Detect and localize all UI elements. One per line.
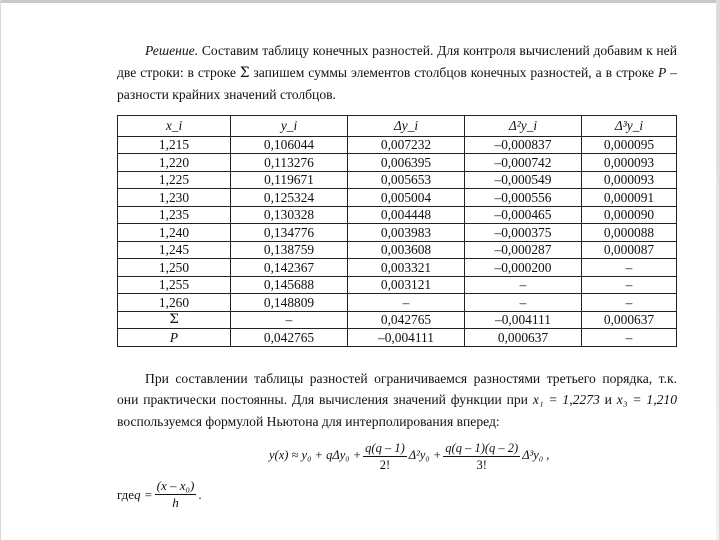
- table-cell: 0,148809: [231, 294, 348, 312]
- table-cell: –0,004111: [348, 329, 465, 347]
- finite-differences-table: [117, 115, 677, 347]
- table-row: [118, 206, 677, 224]
- table-cell: –: [582, 259, 677, 277]
- table-cell: 0,003121: [348, 276, 465, 294]
- table-cell: –0,000200: [465, 259, 582, 277]
- table-cell: 1,260: [118, 294, 231, 312]
- p-symbol: P: [657, 64, 667, 80]
- table-cell: 0,007232: [348, 136, 465, 154]
- frac2-denominator: 3!: [476, 457, 487, 472]
- q-fraction: [155, 478, 197, 511]
- table-cell: –0,000465: [465, 206, 582, 224]
- table-cell: 1,230: [118, 189, 231, 207]
- after-text-2: воспользуемся формулой Ньютона для интерполирования вперед:: [117, 413, 500, 429]
- newton-formula: [269, 436, 677, 476]
- table-row: [118, 276, 677, 294]
- after-and: и: [599, 392, 617, 407]
- table-cell: 1,255: [118, 276, 231, 294]
- frac1-denominator: 2!: [379, 457, 391, 472]
- where-label: где: [117, 486, 135, 502]
- table-row: [118, 136, 677, 154]
- table-cell: –: [582, 329, 677, 347]
- formula-term-3: Δ³y₀ ,: [522, 448, 550, 463]
- table-cell: 0,042765: [231, 329, 348, 347]
- table-cell: 1,215: [118, 136, 231, 154]
- table-cell: –0,004111: [465, 311, 582, 329]
- q-denominator: h: [172, 495, 179, 510]
- table-cell: 0,000087: [582, 241, 677, 259]
- table-row-p: [118, 329, 677, 347]
- header-delta-y: Δy_i: [348, 115, 465, 136]
- after-text-1: При составлении таблицы разностей ограничиваемся разностями третьего порядка, т.к. они практически постоянны. Для вычисления значений функции при: [117, 370, 677, 407]
- table-cell: –0,000287: [465, 241, 582, 259]
- header-delta2-y: Δ²y_i: [465, 115, 582, 136]
- where-end: .: [198, 486, 202, 502]
- table-cell: 1,225: [118, 171, 231, 189]
- table-cell: –: [348, 294, 465, 312]
- table-cell: P: [118, 329, 231, 347]
- table-row: [118, 154, 677, 172]
- table-cell: 0,106044: [231, 136, 348, 154]
- table-cell: 0,125324: [231, 189, 348, 207]
- table-cell: 1,220: [118, 154, 231, 172]
- table-cell: 0,000637: [465, 329, 582, 347]
- table-cell: 1,235: [118, 206, 231, 224]
- intro-text-3: – разности крайних значений столбцов.: [117, 64, 677, 102]
- table-cell: 0,138759: [231, 241, 348, 259]
- table-cell: –0,000742: [465, 154, 582, 172]
- table-cell: 0,134776: [231, 224, 348, 242]
- table-row: [118, 171, 677, 189]
- table-row: [118, 189, 677, 207]
- table-cell: –0,000549: [465, 171, 582, 189]
- table-cell: 0,113276: [231, 154, 348, 172]
- frac1-numerator: q(q – 1): [365, 440, 405, 455]
- header-xi: x_i: [118, 115, 231, 136]
- formula-term-2: Δ²y₀ +: [408, 448, 442, 463]
- after-paragraph: [117, 368, 677, 433]
- formula-lhs: y(x) ≈ y₀ + qΔy₀ +: [269, 448, 362, 463]
- header-yi: y_i: [231, 115, 348, 136]
- table-header-row: [118, 115, 677, 136]
- sum-symbol: Σ: [239, 64, 250, 81]
- table-cell: –: [582, 294, 677, 312]
- table-cell: 0,005004: [348, 189, 465, 207]
- table-cell: –0,000837: [465, 136, 582, 154]
- table-row: [118, 259, 677, 277]
- table-cell: –0,000556: [465, 189, 582, 207]
- table-cell: 0,000090: [582, 206, 677, 224]
- table-cell: 0,145688: [231, 276, 348, 294]
- q-definition: [117, 478, 677, 511]
- header-delta3-y: Δ³y_i: [582, 115, 677, 136]
- table-cell: 0,119671: [231, 171, 348, 189]
- table-cell: 0,000088: [582, 224, 677, 242]
- table-cell: –: [465, 294, 582, 312]
- table-cell: –: [465, 276, 582, 294]
- x1-value: x₁ = 1,2273: [532, 392, 600, 407]
- table-cell: 0,003608: [348, 241, 465, 259]
- table-cell: 0,006395: [348, 154, 465, 172]
- frac2-numerator: q(q – 1)(q – 2): [445, 440, 519, 455]
- table-cell: 0,004448: [348, 206, 465, 224]
- table-cell: 0,000093: [582, 171, 677, 189]
- table-cell: 1,240: [118, 224, 231, 242]
- document-body: [117, 40, 677, 511]
- table-cell: –: [231, 311, 348, 329]
- table-cell: 0,142367: [231, 259, 348, 277]
- table-cell: 0,000095: [582, 136, 677, 154]
- table-cell: 0,042765: [348, 311, 465, 329]
- table-cell: Σ: [118, 311, 231, 329]
- intro-paragraph: [117, 40, 677, 106]
- q-numerator: (x – x₀): [156, 478, 195, 493]
- intro-text-1: Составим таблицу конечных разностей. Для контроля вычислений добавим к ней две строки: в строке: [117, 43, 677, 80]
- table-cell: 0,000637: [582, 311, 677, 329]
- table-cell: 0,003983: [348, 224, 465, 242]
- table-cell: –: [582, 276, 677, 294]
- table-cell: 0,005653: [348, 171, 465, 189]
- formula-fraction-2: [443, 440, 520, 473]
- table-cell: 0,130328: [231, 206, 348, 224]
- table-cell: 0,000091: [582, 189, 677, 207]
- formula-fraction-1: [363, 440, 407, 473]
- table-cell: 0,000093: [582, 154, 677, 172]
- table-cell: 1,250: [118, 259, 231, 277]
- table-row: [118, 241, 677, 259]
- table-cell: 1,245: [118, 241, 231, 259]
- solution-lead: Решение.: [145, 43, 199, 58]
- table-row-sum: [118, 311, 677, 329]
- table-row: [118, 224, 677, 242]
- table-cell: –0,000375: [465, 224, 582, 242]
- table-row: [118, 294, 677, 312]
- q-equals: q =: [134, 486, 153, 502]
- intro-text-2: запишем суммы элементов столбцов конечных разностей, а в строке: [249, 64, 658, 80]
- x3-value: x₃ = 1,210: [616, 392, 678, 407]
- table-cell: 0,003321: [348, 259, 465, 277]
